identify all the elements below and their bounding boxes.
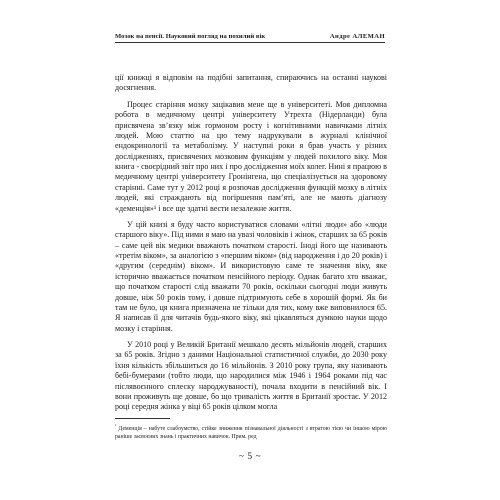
footnote (115, 422, 387, 441)
paragraph: Процес старіння мозку зацікавив мене ще в університеті. Моя дипломна робота в медичному центрі університету Утрехта (Нідерланди) була присвячена зв’язку між гормоном росту і когнітивними навичками літніх людей. Мою статтю на цю тему надрукували в журналі клінічної ендокринології та метаболізму. У наступні роки я брав участь у різних дослідженнях, присвячених мозковим функціям у людей похилого віку. Моя книга - своєрідний звіт про них і про дослідження моїх колег. Нині я працюю в медичному центрі університету Гронінгена, що спеціалізується на здоровому старінні. Саме тут у 2012 році я розпочав дослідження функцій мозку в літніх людей, які страждають від погіршення пам’яті, але не мають діагнозу «деменція»¹ і все ще здатні вести незалежне життя. (115, 99, 387, 213)
running-author: Андре АЛЕМАН (329, 33, 385, 40)
running-header (115, 33, 385, 43)
running-title: Мозок на пенсії. Науковий погляд на похилий вік (115, 33, 266, 40)
main-text (115, 73, 387, 413)
paragraph: У 2010 році у Великій Британії мешкало десять мільйонів людей, старших за 65 років. Згідно з даними Національної статистичної служби, до 2030 року їхня кількість збільшиться до 16 мільйонів. З 2010 року група, яку називають бебі-бумерами (тобто люди, що народилися між 1946 і 1964 роками під час післявоєнного сплеску народжуваності), почала входити в пенсійний вік. І вони проживуть ще довше, бо що тривалість життя в Британії зростає. У 2012 році середня жінка у віці 65 років цілком могла (115, 340, 387, 412)
paragraph: У цій книзі я буду часто користуватися словами «літні люди» або «люди старшого віку». Під ними я маю на увазі чоловіків і жінок, старших за 65 років – саме цей вік медики вважають початком старості. Іноді його ще називають «третім віком», за аналогією з «першим віком» (від народження і до 20 років) і «другим (середнім) віком». И використовую саме те значення віку, яке історично вважається початком пенсійного періоду. Однак багато хто вважає, що початком старості слід вважати 70 років, оскільки сьогодні люди живуть довше, ніж 50 років тому, і довше підтримують себе в хорошій формі. Як би там не було, ця книга призначена не тільки для тих, кому вже виповнилося 65. Я написав її для читачів будь-якого віку, які цікавляться думкою науки щодо мозку і старіння. (115, 219, 387, 333)
page-number: ~ 5 ~ (238, 452, 262, 462)
paragraph: ції книжці я відповім на подібні запитання, спираючись на останні наукові досягнення. (115, 73, 387, 93)
footnote-divider (115, 418, 170, 419)
footnote-marker: ¹ (115, 423, 117, 428)
footnote-text: Деменція – набуте слабоумство, стійке зниження пізнавальної діяльності з втратою тією чи іншою мірою раніше засвоєних знань і практичних навичок. Прим. ред (115, 425, 387, 440)
